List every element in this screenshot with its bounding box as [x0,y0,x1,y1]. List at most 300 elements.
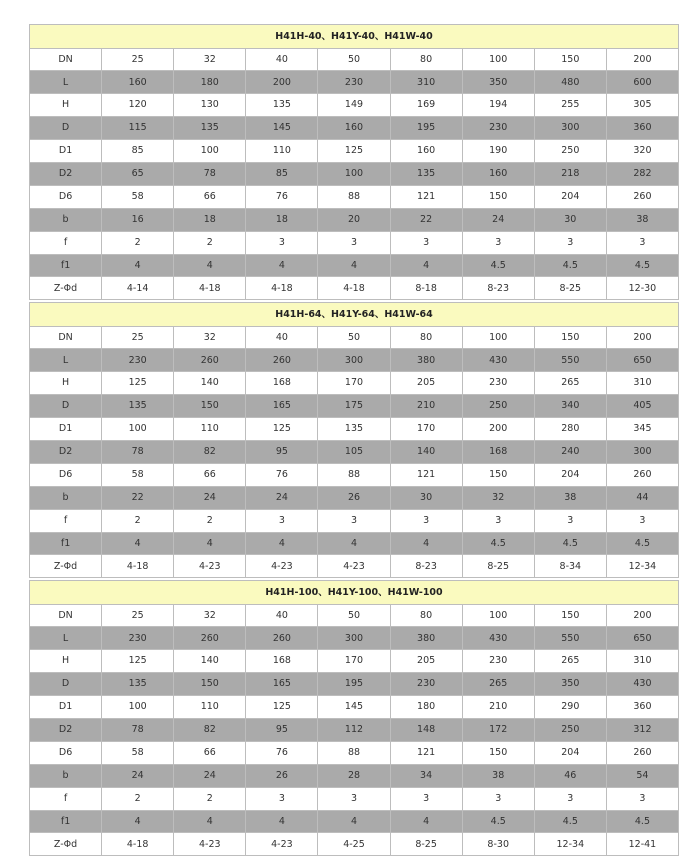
table-cell: 280 [534,418,606,441]
table-cell: 4-14 [102,277,174,300]
spec-table-64 [29,302,679,578]
row-label: D2 [30,162,102,185]
table-cell: 125 [246,418,318,441]
table-cell: 135 [246,94,318,117]
row-label: D6 [30,463,102,486]
table-row [30,764,679,787]
table-cell: 2 [174,787,246,810]
table-row [30,372,679,395]
table-cell: 380 [390,349,462,372]
table-cell: 380 [390,627,462,650]
table-cell: 110 [246,140,318,163]
table-row [30,696,679,719]
row-label: f [30,231,102,254]
table-cell: 3 [318,231,390,254]
row-label: D6 [30,185,102,208]
table-cell: 80 [390,604,462,627]
table-row [30,349,679,372]
table-cell: 240 [534,440,606,463]
table-cell: 4-18 [246,277,318,300]
table-cell: 350 [462,71,534,94]
table-row [30,486,679,509]
table-title-row [30,25,679,49]
table-row [30,48,679,71]
table-cell: 4.5 [606,254,678,277]
row-label: Z-Φd [30,277,102,300]
table-cell: 80 [390,48,462,71]
table-cell: 135 [102,395,174,418]
table-row [30,140,679,163]
table-cell: 168 [246,372,318,395]
table-cell: 300 [318,627,390,650]
row-label: D6 [30,741,102,764]
table-cell: 165 [246,673,318,696]
table-cell: 150 [174,673,246,696]
table-cell: 204 [534,185,606,208]
table-cell: 12-34 [606,555,678,578]
table-title: H41H-40、H41Y-40、H41W-40 [30,25,679,49]
row-label: f1 [30,532,102,555]
table-cell: 160 [462,162,534,185]
table-cell: 194 [462,94,534,117]
table-cell: 2 [102,509,174,532]
table-cell: 250 [534,718,606,741]
table-cell: 230 [102,627,174,650]
table-cell: 149 [318,94,390,117]
row-label: f1 [30,810,102,833]
table-cell: 260 [606,463,678,486]
table-cell: 265 [462,673,534,696]
table-cell: 4 [174,254,246,277]
spec-table-40 [29,24,679,300]
row-label: D1 [30,418,102,441]
table-cell: 24 [174,486,246,509]
table-cell: 550 [534,349,606,372]
table-row [30,532,679,555]
table-cell: 4-23 [174,833,246,856]
table-cell: 105 [318,440,390,463]
table-title-row [30,303,679,327]
table-row [30,627,679,650]
table-cell: 320 [606,140,678,163]
table-cell: 24 [246,486,318,509]
table-cell: 4-23 [246,555,318,578]
row-label: D1 [30,140,102,163]
table-row [30,117,679,140]
table-cell: 121 [390,741,462,764]
table-cell: 4.5 [462,254,534,277]
table-cell: 8-18 [390,277,462,300]
table-row [30,418,679,441]
table-cell: 30 [534,208,606,231]
table-cell: 30 [390,486,462,509]
table-cell: 3 [390,509,462,532]
table-cell: 76 [246,463,318,486]
table-cell: 265 [534,650,606,673]
table-cell: 260 [606,741,678,764]
table-cell: 78 [102,718,174,741]
table-cell: 58 [102,463,174,486]
table-cell: 150 [534,604,606,627]
table-cell: 4-18 [174,277,246,300]
table-cell: 8-30 [462,833,534,856]
table-cell: 8-34 [534,555,606,578]
table-cell: 25 [102,48,174,71]
table-cell: 305 [606,94,678,117]
table-row [30,509,679,532]
table-cell: 88 [318,741,390,764]
table-cell: 204 [534,741,606,764]
table-cell: 110 [174,696,246,719]
table-cell: 250 [462,395,534,418]
table-cell: 4 [102,810,174,833]
table-cell: 4-23 [246,833,318,856]
table-cell: 40 [246,48,318,71]
table-cell: 4-23 [318,555,390,578]
table-cell: 100 [318,162,390,185]
table-cell: 405 [606,395,678,418]
table-cell: 205 [390,650,462,673]
table-row [30,741,679,764]
table-cell: 121 [390,463,462,486]
table-cell: 4-18 [102,833,174,856]
table-cell: 18 [246,208,318,231]
table-cell: 12-34 [534,833,606,856]
table-cell: 150 [462,463,534,486]
table-row [30,231,679,254]
table-cell: 24 [174,764,246,787]
table-cell: 4.5 [534,532,606,555]
table-cell: 345 [606,418,678,441]
table-cell: 78 [174,162,246,185]
table-cell: 4 [102,254,174,277]
table-cell: 310 [606,372,678,395]
table-cell: 3 [606,231,678,254]
table-cell: 4 [174,810,246,833]
table-cell: 3 [462,231,534,254]
table-cell: 4-18 [318,277,390,300]
table-row [30,277,679,300]
table-cell: 38 [462,764,534,787]
table-cell: 2 [174,509,246,532]
table-cell: 3 [246,509,318,532]
table-cell: 205 [390,372,462,395]
table-cell: 200 [606,48,678,71]
table-cell: 25 [102,604,174,627]
table-cell: 650 [606,627,678,650]
table-cell: 230 [390,673,462,696]
table-cell: 180 [174,71,246,94]
table-cell: 26 [318,486,390,509]
table-cell: 4.5 [462,532,534,555]
table-cell: 46 [534,764,606,787]
table-row [30,208,679,231]
table-cell: 260 [606,185,678,208]
table-cell: 4 [174,532,246,555]
table-cell: 28 [318,764,390,787]
table-cell: 160 [390,140,462,163]
table-cell: 100 [102,696,174,719]
row-label: L [30,627,102,650]
table-cell: 4-18 [102,555,174,578]
table-cell: 125 [318,140,390,163]
table-cell: 4 [246,810,318,833]
table-cell: 18 [174,208,246,231]
table-cell: 148 [390,718,462,741]
table-cell: 95 [246,718,318,741]
table-cell: 165 [246,395,318,418]
table-cell: 3 [390,231,462,254]
table-cell: 170 [390,418,462,441]
table-cell: 140 [174,650,246,673]
table-cell: 200 [246,71,318,94]
table-row [30,395,679,418]
table-cell: 4 [390,810,462,833]
table-cell: 135 [390,162,462,185]
table-cell: 12-30 [606,277,678,300]
table-cell: 150 [462,185,534,208]
table-cell: 8-25 [390,833,462,856]
table-cell: 4.5 [534,810,606,833]
table-cell: 230 [462,372,534,395]
table-cell: 200 [462,418,534,441]
table-cell: 230 [462,650,534,673]
table-cell: 210 [462,696,534,719]
table-cell: 4 [390,254,462,277]
row-label: DN [30,326,102,349]
table-cell: 32 [462,486,534,509]
table-cell: 150 [462,741,534,764]
table-cell: 218 [534,162,606,185]
table-cell: 650 [606,349,678,372]
table-cell: 100 [462,604,534,627]
table-title-row [30,581,679,605]
table-title: H41H-100、H41Y-100、H41W-100 [30,581,679,605]
table-row [30,833,679,856]
row-label: b [30,486,102,509]
table-row [30,810,679,833]
table-cell: 204 [534,463,606,486]
row-label: b [30,764,102,787]
table-cell: 360 [606,117,678,140]
table-row [30,440,679,463]
table-cell: 169 [390,94,462,117]
table-cell: 34 [390,764,462,787]
table-cell: 112 [318,718,390,741]
row-label: D1 [30,696,102,719]
row-label: b [30,208,102,231]
table-cell: 85 [102,140,174,163]
table-row [30,94,679,117]
row-label: f [30,787,102,810]
table-cell: 172 [462,718,534,741]
table-cell: 190 [462,140,534,163]
table-cell: 290 [534,696,606,719]
table-cell: 25 [102,326,174,349]
spec-table-100 [29,580,679,856]
table-cell: 32 [174,326,246,349]
table-cell: 300 [318,349,390,372]
row-label: DN [30,604,102,627]
table-cell: 66 [174,741,246,764]
row-label: L [30,71,102,94]
table-row [30,604,679,627]
table-cell: 100 [102,418,174,441]
table-cell: 16 [102,208,174,231]
table-row [30,71,679,94]
table-cell: 4 [246,254,318,277]
table-cell: 300 [606,440,678,463]
row-label: D [30,395,102,418]
table-cell: 100 [462,326,534,349]
table-cell: 54 [606,764,678,787]
table-cell: 340 [534,395,606,418]
table-cell: 160 [318,117,390,140]
table-cell: 3 [390,787,462,810]
table-cell: 32 [174,48,246,71]
row-label: H [30,372,102,395]
table-cell: 168 [246,650,318,673]
table-cell: 3 [318,509,390,532]
table-cell: 312 [606,718,678,741]
row-label: f1 [30,254,102,277]
table-cell: 282 [606,162,678,185]
table-cell: 260 [246,349,318,372]
table-cell: 150 [174,395,246,418]
table-cell: 3 [462,787,534,810]
table-row [30,787,679,810]
table-cell: 4-25 [318,833,390,856]
table-cell: 110 [174,418,246,441]
table-cell: 200 [606,604,678,627]
table-cell: 125 [246,696,318,719]
table-cell: 600 [606,71,678,94]
table-cell: 175 [318,395,390,418]
table-cell: 550 [534,627,606,650]
table-cell: 8-25 [534,277,606,300]
table-cell: 66 [174,185,246,208]
table-row [30,254,679,277]
table-cell: 480 [534,71,606,94]
table-cell: 65 [102,162,174,185]
table-cell: 4-23 [174,555,246,578]
table-cell: 22 [102,486,174,509]
table-cell: 38 [606,208,678,231]
table-cell: 430 [462,349,534,372]
table-cell: 150 [534,48,606,71]
table-cell: 3 [534,231,606,254]
table-title: H41H-64、H41Y-64、H41W-64 [30,303,679,327]
table-cell: 210 [390,395,462,418]
table-cell: 58 [102,185,174,208]
table-cell: 85 [246,162,318,185]
table-cell: 265 [534,372,606,395]
table-cell: 150 [534,326,606,349]
table-cell: 3 [534,509,606,532]
table-cell: 38 [534,486,606,509]
table-cell: 360 [606,696,678,719]
row-label: DN [30,48,102,71]
table-cell: 200 [606,326,678,349]
table-cell: 32 [174,604,246,627]
table-cell: 160 [102,71,174,94]
table-cell: 4 [318,532,390,555]
row-label: H [30,94,102,117]
table-cell: 250 [534,140,606,163]
row-label: D2 [30,440,102,463]
table-cell: 2 [102,787,174,810]
table-cell: 100 [462,48,534,71]
table-cell: 26 [246,764,318,787]
table-cell: 3 [534,787,606,810]
table-row [30,673,679,696]
table-cell: 230 [318,71,390,94]
table-cell: 20 [318,208,390,231]
table-cell: 135 [102,673,174,696]
table-cell: 135 [318,418,390,441]
table-cell: 255 [534,94,606,117]
table-cell: 24 [462,208,534,231]
row-label: L [30,349,102,372]
table-cell: 4 [390,532,462,555]
table-cell: 130 [174,94,246,117]
table-cell: 76 [246,741,318,764]
table-cell: 195 [390,117,462,140]
table-cell: 310 [390,71,462,94]
table-cell: 40 [246,604,318,627]
table-cell: 260 [246,627,318,650]
table-cell: 95 [246,440,318,463]
table-cell: 40 [246,326,318,349]
table-cell: 50 [318,604,390,627]
table-cell: 80 [390,326,462,349]
table-cell: 4.5 [606,810,678,833]
table-cell: 115 [102,117,174,140]
row-label: D [30,673,102,696]
table-cell: 4 [246,532,318,555]
row-label: Z-Φd [30,833,102,856]
table-cell: 4.5 [534,254,606,277]
table-cell: 82 [174,440,246,463]
row-label: D2 [30,718,102,741]
table-cell: 22 [390,208,462,231]
table-cell: 100 [174,140,246,163]
table-cell: 78 [102,440,174,463]
table-cell: 24 [102,764,174,787]
table-cell: 66 [174,463,246,486]
table-cell: 50 [318,326,390,349]
table-cell: 140 [390,440,462,463]
table-cell: 140 [174,372,246,395]
table-cell: 3 [606,787,678,810]
table-cell: 125 [102,650,174,673]
table-cell: 4.5 [462,810,534,833]
table-cell: 195 [318,673,390,696]
table-row [30,650,679,673]
table-cell: 88 [318,185,390,208]
table-cell: 310 [606,650,678,673]
table-cell: 170 [318,372,390,395]
table-cell: 8-25 [462,555,534,578]
row-label: Z-Φd [30,555,102,578]
row-label: H [30,650,102,673]
table-cell: 4 [102,532,174,555]
table-cell: 135 [174,117,246,140]
table-cell: 3 [606,509,678,532]
table-cell: 300 [534,117,606,140]
table-row [30,185,679,208]
table-cell: 58 [102,741,174,764]
